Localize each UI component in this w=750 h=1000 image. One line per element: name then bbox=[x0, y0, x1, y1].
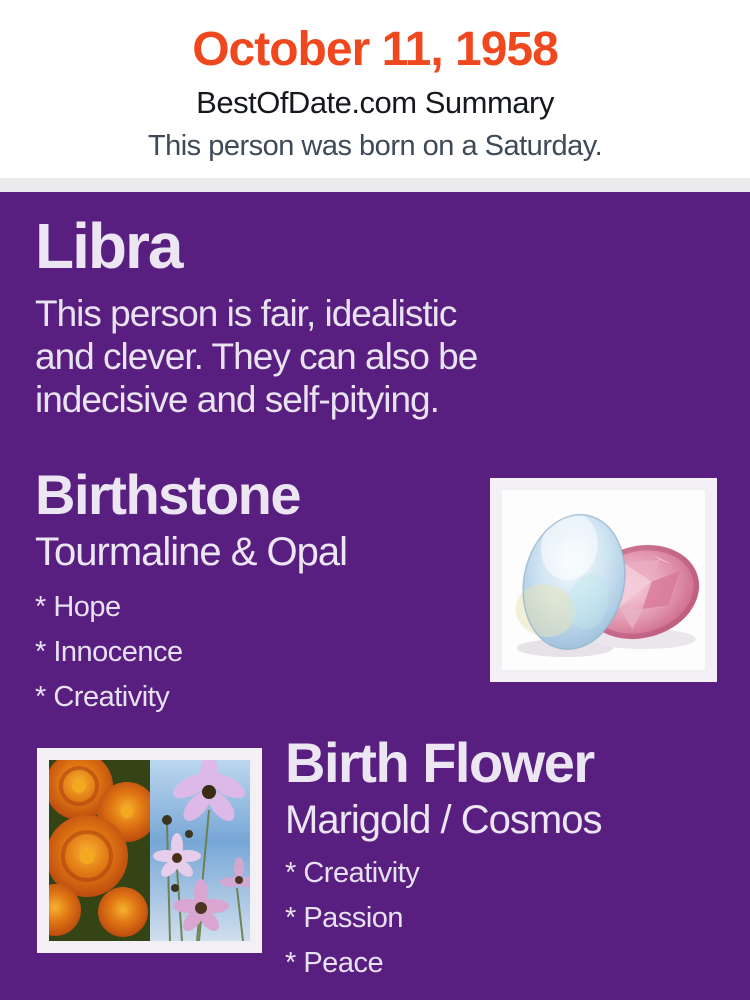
birthstone-trait: * Hope bbox=[35, 591, 121, 623]
birth-flower-heading: Birth Flower bbox=[285, 731, 594, 794]
birth-flower-photo-image bbox=[49, 760, 250, 941]
zodiac-sign-heading: Libra bbox=[35, 210, 182, 282]
birthstone-trait-list bbox=[35, 588, 183, 723]
birth-flower-names: Marigold / Cosmos bbox=[285, 798, 602, 842]
site-summary-line: BestOfDate.com Summary bbox=[196, 85, 554, 120]
divider-strip bbox=[0, 178, 750, 192]
weekday-note: This person was born on a Saturday. bbox=[147, 130, 603, 162]
birth-flower-trait-list bbox=[285, 854, 419, 989]
main-purple-panel bbox=[0, 192, 750, 1000]
header bbox=[0, 0, 750, 178]
birthstone-heading: Birthstone bbox=[35, 463, 300, 526]
zodiac-description-line: indecisive and self-pitying. bbox=[35, 379, 439, 420]
birth-flower-photo bbox=[37, 748, 262, 953]
birthstone-names: Tourmaline & Opal bbox=[35, 530, 348, 574]
marigold-cosmos-illustration bbox=[49, 760, 250, 941]
birth-flower-trait: * Passion bbox=[285, 902, 404, 934]
birthstone-trait: * Creativity bbox=[35, 681, 170, 713]
birth-flower-trait: * Peace bbox=[285, 947, 384, 979]
zodiac-description bbox=[35, 292, 635, 421]
birthstone-trait: * Innocence bbox=[35, 636, 183, 668]
page-title-date: October 11, 1958 bbox=[192, 23, 558, 76]
opal-tourmaline-illustration bbox=[502, 490, 705, 670]
birthstone-photo bbox=[490, 478, 717, 682]
zodiac-description-line: and clever. They can also be bbox=[35, 336, 478, 377]
zodiac-description-line: This person is fair, idealistic bbox=[35, 293, 457, 334]
birth-flower-trait: * Creativity bbox=[285, 857, 420, 889]
birthstone-photo-image bbox=[502, 490, 705, 670]
